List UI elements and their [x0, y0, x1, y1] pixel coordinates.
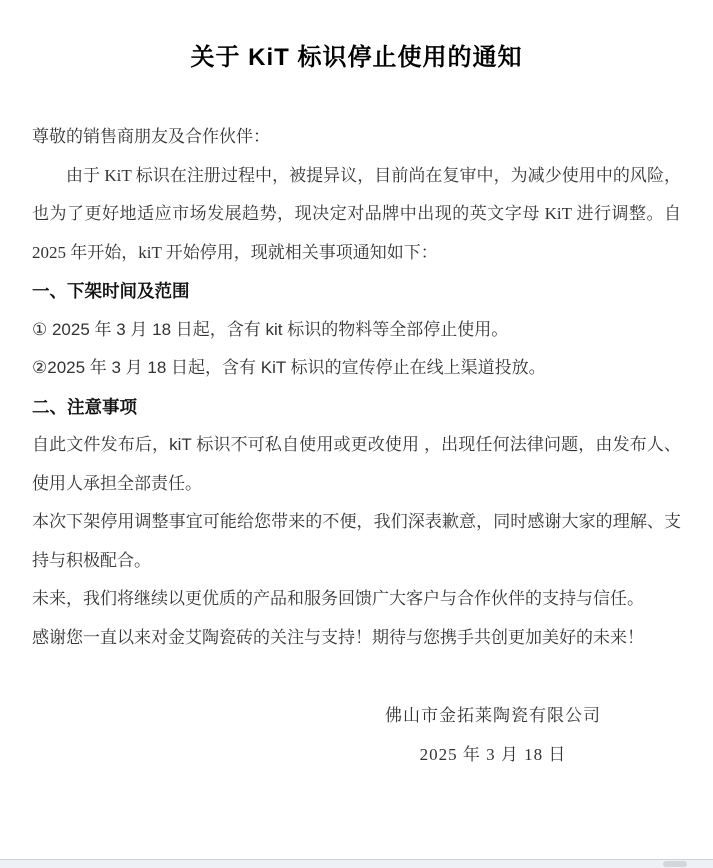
company-name: 佛山市金拓莱陶瓷有限公司: [385, 706, 601, 725]
section1-item-2: ②2025 年 3 月 18 日起，含有 KiT 标识的宣传停止在线上渠道投放。: [32, 358, 546, 377]
horizontal-scrollbar[interactable]: [0, 859, 713, 868]
section1-heading: 一、下架时间及范围: [32, 281, 190, 301]
section2-paragraph-apology: 本次下架停用调整事宜可能给您带来的不便，我们深表歉意，同时感谢大家的理解、支持与积极配合。: [32, 512, 681, 570]
greeting: 尊敬的销售商朋友及合作伙伴：: [32, 127, 270, 146]
section2-heading: 二、注意事项: [32, 396, 137, 417]
signature-date: 2025 年 3 月 18 日: [419, 744, 567, 764]
intro-paragraph: 由于 KiT 标识在注册过程中，被提异议，目前尚在复审中，为减少使用中的风险，也为了更好地适应市场发展趋势，现决定对品牌中出现的英文字母 KiT 进行调整。自 2025 年开始，kiT 开始停用，现就相关事项通知如下：: [32, 165, 681, 262]
signature-block: [385, 697, 601, 774]
scrollbar-thumb[interactable]: [663, 861, 687, 867]
section2-paragraph-thanks: 感谢您一直以来对金艾陶瓷砖的关注与支持！期待与您携手共创更加美好的未来！: [32, 627, 644, 647]
document-title: 关于 KiT 标识停止使用的通知: [190, 44, 523, 71]
section2-paragraph-future: 未来，我们将继续以更优质的产品和服务回馈广大客户与合作伙伴的支持与信任。: [32, 589, 644, 608]
section2-paragraph-legal: 自此文件发布后，kiT 标识不可私自使用或更改使用 ，出现任何法律问题，由发布人、使用人承担全部责任。: [32, 435, 681, 493]
section1-item-1: ① 2025 年 3 月 18 日起，含有 kit 标识的物料等全部停止使用。: [32, 319, 509, 339]
